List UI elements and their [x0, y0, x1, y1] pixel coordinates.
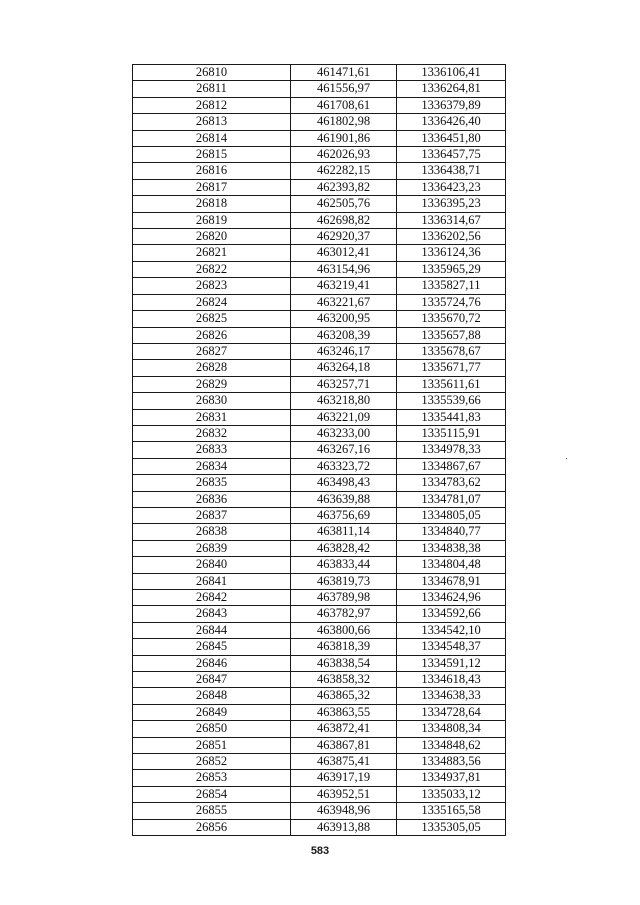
y-coordinate-cell: 1336106,41	[397, 65, 506, 81]
y-coordinate-cell: 1334638,33	[397, 688, 506, 704]
coordinates-table-body	[133, 65, 506, 836]
table-row	[133, 770, 506, 786]
table-row	[133, 475, 506, 491]
point-number-cell: 26840	[133, 557, 291, 573]
table-row	[133, 540, 506, 556]
point-number-cell: 26825	[133, 311, 291, 327]
x-coordinate-cell: 462698,82	[291, 212, 397, 228]
table-row	[133, 622, 506, 638]
x-coordinate-cell: 463221,67	[291, 294, 397, 310]
y-coordinate-cell: 1334548,37	[397, 639, 506, 655]
y-coordinate-cell: 1335305,05	[397, 819, 506, 835]
x-coordinate-cell: 461471,61	[291, 65, 397, 81]
y-coordinate-cell: 1336395,23	[397, 196, 506, 212]
y-coordinate-cell: 1334678,91	[397, 573, 506, 589]
y-coordinate-cell: 1335657,88	[397, 327, 506, 343]
point-number-cell: 26836	[133, 491, 291, 507]
y-coordinate-cell: 1335165,58	[397, 803, 506, 819]
table-row	[133, 721, 506, 737]
point-number-cell: 26826	[133, 327, 291, 343]
y-coordinate-cell: 1334781,07	[397, 491, 506, 507]
x-coordinate-cell: 463233,00	[291, 425, 397, 441]
x-coordinate-cell: 463872,41	[291, 721, 397, 737]
table-row	[133, 425, 506, 441]
point-number-cell: 26822	[133, 261, 291, 277]
table-row	[133, 704, 506, 720]
table-row	[133, 442, 506, 458]
y-coordinate-cell: 1334591,12	[397, 655, 506, 671]
x-coordinate-cell: 463863,55	[291, 704, 397, 720]
x-coordinate-cell: 461556,97	[291, 81, 397, 97]
x-coordinate-cell: 463498,43	[291, 475, 397, 491]
point-number-cell: 26851	[133, 737, 291, 753]
table-row	[133, 114, 506, 130]
table-row	[133, 278, 506, 294]
y-coordinate-cell: 1334783,62	[397, 475, 506, 491]
point-number-cell: 26856	[133, 819, 291, 835]
y-coordinate-cell: 1334592,66	[397, 606, 506, 622]
x-coordinate-cell: 463012,41	[291, 245, 397, 261]
table-row	[133, 393, 506, 409]
table-row	[133, 179, 506, 195]
table-row	[133, 294, 506, 310]
point-number-cell: 26810	[133, 65, 291, 81]
table-row	[133, 376, 506, 392]
y-coordinate-cell: 1335033,12	[397, 786, 506, 802]
point-number-cell: 26852	[133, 754, 291, 770]
point-number-cell: 26835	[133, 475, 291, 491]
y-coordinate-cell: 1334618,43	[397, 672, 506, 688]
point-number-cell: 26823	[133, 278, 291, 294]
point-number-cell: 26839	[133, 540, 291, 556]
point-number-cell: 26827	[133, 343, 291, 359]
x-coordinate-cell: 461708,61	[291, 97, 397, 113]
y-coordinate-cell: 1334728,64	[397, 704, 506, 720]
point-number-cell: 26843	[133, 606, 291, 622]
point-number-cell: 26844	[133, 622, 291, 638]
point-number-cell: 26828	[133, 360, 291, 376]
point-number-cell: 26848	[133, 688, 291, 704]
x-coordinate-cell: 463219,41	[291, 278, 397, 294]
y-coordinate-cell: 1334978,33	[397, 442, 506, 458]
y-coordinate-cell: 1336314,67	[397, 212, 506, 228]
point-number-cell: 26845	[133, 639, 291, 655]
y-coordinate-cell: 1334838,38	[397, 540, 506, 556]
y-coordinate-cell: 1336202,56	[397, 229, 506, 245]
point-number-cell: 26847	[133, 672, 291, 688]
x-coordinate-cell: 462026,93	[291, 147, 397, 163]
x-coordinate-cell: 463218,80	[291, 393, 397, 409]
y-coordinate-cell: 1334883,56	[397, 754, 506, 770]
x-coordinate-cell: 463948,96	[291, 803, 397, 819]
y-coordinate-cell: 1336379,89	[397, 97, 506, 113]
point-number-cell: 26849	[133, 704, 291, 720]
table-row	[133, 803, 506, 819]
table-row	[133, 81, 506, 97]
point-number-cell: 26824	[133, 294, 291, 310]
x-coordinate-cell: 463789,98	[291, 590, 397, 606]
point-number-cell: 26831	[133, 409, 291, 425]
point-number-cell: 26842	[133, 590, 291, 606]
y-coordinate-cell: 1336124,36	[397, 245, 506, 261]
point-number-cell: 26854	[133, 786, 291, 802]
table-row	[133, 245, 506, 261]
x-coordinate-cell: 463782,97	[291, 606, 397, 622]
table-row	[133, 343, 506, 359]
scan-speck	[566, 458, 567, 459]
point-number-cell: 26837	[133, 507, 291, 523]
page-number: 583	[310, 845, 330, 857]
y-coordinate-cell: 1335827,11	[397, 278, 506, 294]
table-row	[133, 130, 506, 146]
y-coordinate-cell: 1335724,76	[397, 294, 506, 310]
y-coordinate-cell: 1334624,96	[397, 590, 506, 606]
x-coordinate-cell: 462920,37	[291, 229, 397, 245]
x-coordinate-cell: 463756,69	[291, 507, 397, 523]
y-coordinate-cell: 1336426,40	[397, 114, 506, 130]
point-number-cell: 26855	[133, 803, 291, 819]
x-coordinate-cell: 463246,17	[291, 343, 397, 359]
y-coordinate-cell: 1334848,62	[397, 737, 506, 753]
point-number-cell: 26819	[133, 212, 291, 228]
point-number-cell: 26841	[133, 573, 291, 589]
x-coordinate-cell: 462505,76	[291, 196, 397, 212]
point-number-cell: 26853	[133, 770, 291, 786]
table-row	[133, 327, 506, 343]
x-coordinate-cell: 463865,32	[291, 688, 397, 704]
x-coordinate-cell: 462393,82	[291, 179, 397, 195]
table-row	[133, 507, 506, 523]
point-number-cell: 26834	[133, 458, 291, 474]
y-coordinate-cell: 1334867,67	[397, 458, 506, 474]
y-coordinate-cell: 1335611,61	[397, 376, 506, 392]
x-coordinate-cell: 463200,95	[291, 311, 397, 327]
y-coordinate-cell: 1335115,91	[397, 425, 506, 441]
x-coordinate-cell: 463818,39	[291, 639, 397, 655]
x-coordinate-cell: 463917,19	[291, 770, 397, 786]
y-coordinate-cell: 1336451,80	[397, 130, 506, 146]
x-coordinate-cell: 463833,44	[291, 557, 397, 573]
y-coordinate-cell: 1334840,77	[397, 524, 506, 540]
table-row	[133, 688, 506, 704]
x-coordinate-cell: 461802,98	[291, 114, 397, 130]
y-coordinate-cell: 1335670,72	[397, 311, 506, 327]
y-coordinate-cell: 1335678,67	[397, 343, 506, 359]
x-coordinate-cell: 463154,96	[291, 261, 397, 277]
point-number-cell: 26813	[133, 114, 291, 130]
table-row	[133, 491, 506, 507]
y-coordinate-cell: 1335965,29	[397, 261, 506, 277]
x-coordinate-cell: 463867,81	[291, 737, 397, 753]
x-coordinate-cell: 463838,54	[291, 655, 397, 671]
table-row	[133, 754, 506, 770]
table-row	[133, 163, 506, 179]
y-coordinate-cell: 1336423,23	[397, 179, 506, 195]
point-number-cell: 26829	[133, 376, 291, 392]
point-number-cell: 26816	[133, 163, 291, 179]
table-row	[133, 819, 506, 835]
x-coordinate-cell: 461901,86	[291, 130, 397, 146]
x-coordinate-cell: 463221,09	[291, 409, 397, 425]
table-row	[133, 147, 506, 163]
table-row	[133, 360, 506, 376]
point-number-cell: 26811	[133, 81, 291, 97]
point-number-cell: 26833	[133, 442, 291, 458]
table-row	[133, 573, 506, 589]
x-coordinate-cell: 463323,72	[291, 458, 397, 474]
table-row	[133, 97, 506, 113]
point-number-cell: 26815	[133, 147, 291, 163]
table-row	[133, 409, 506, 425]
x-coordinate-cell: 462282,15	[291, 163, 397, 179]
point-number-cell: 26850	[133, 721, 291, 737]
y-coordinate-cell: 1334937,81	[397, 770, 506, 786]
y-coordinate-cell: 1335441,83	[397, 409, 506, 425]
x-coordinate-cell: 463264,18	[291, 360, 397, 376]
y-coordinate-cell: 1334804,48	[397, 557, 506, 573]
point-number-cell: 26818	[133, 196, 291, 212]
x-coordinate-cell: 463858,32	[291, 672, 397, 688]
x-coordinate-cell: 463875,41	[291, 754, 397, 770]
point-number-cell: 26832	[133, 425, 291, 441]
table-row	[133, 196, 506, 212]
y-coordinate-cell: 1336438,71	[397, 163, 506, 179]
table-row	[133, 655, 506, 671]
table-row	[133, 212, 506, 228]
x-coordinate-cell: 463208,39	[291, 327, 397, 343]
y-coordinate-cell: 1336264,81	[397, 81, 506, 97]
x-coordinate-cell: 463913,88	[291, 819, 397, 835]
table-row	[133, 639, 506, 655]
point-number-cell: 26830	[133, 393, 291, 409]
table-row	[133, 65, 506, 81]
table-row	[133, 458, 506, 474]
y-coordinate-cell: 1335671,77	[397, 360, 506, 376]
table-row	[133, 786, 506, 802]
coordinates-table	[132, 64, 506, 836]
table-row	[133, 590, 506, 606]
y-coordinate-cell: 1334542,10	[397, 622, 506, 638]
y-coordinate-cell: 1334808,34	[397, 721, 506, 737]
x-coordinate-cell: 463819,73	[291, 573, 397, 589]
point-number-cell: 26821	[133, 245, 291, 261]
y-coordinate-cell: 1334805,05	[397, 507, 506, 523]
x-coordinate-cell: 463639,88	[291, 491, 397, 507]
x-coordinate-cell: 463952,51	[291, 786, 397, 802]
table-row	[133, 606, 506, 622]
x-coordinate-cell: 463800,66	[291, 622, 397, 638]
x-coordinate-cell: 463267,16	[291, 442, 397, 458]
y-coordinate-cell: 1335539,66	[397, 393, 506, 409]
point-number-cell: 26812	[133, 97, 291, 113]
x-coordinate-cell: 463828,42	[291, 540, 397, 556]
point-number-cell: 26820	[133, 229, 291, 245]
y-coordinate-cell: 1336457,75	[397, 147, 506, 163]
table-row	[133, 311, 506, 327]
point-number-cell: 26838	[133, 524, 291, 540]
x-coordinate-cell: 463257,71	[291, 376, 397, 392]
table-row	[133, 524, 506, 540]
point-number-cell: 26814	[133, 130, 291, 146]
table-row	[133, 672, 506, 688]
point-number-cell: 26846	[133, 655, 291, 671]
table-row	[133, 261, 506, 277]
table-row	[133, 737, 506, 753]
table-row	[133, 229, 506, 245]
x-coordinate-cell: 463811,14	[291, 524, 397, 540]
table-row	[133, 557, 506, 573]
point-number-cell: 26817	[133, 179, 291, 195]
